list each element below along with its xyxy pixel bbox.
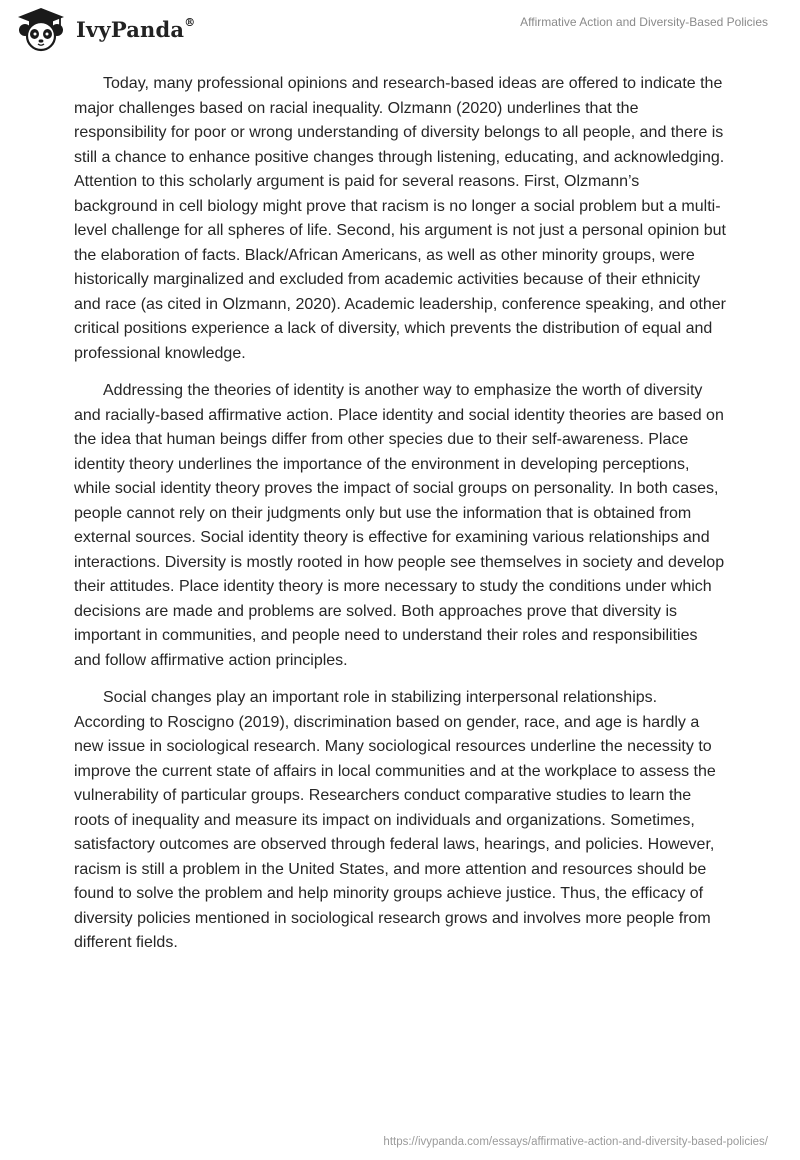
panda-graduate-icon [12, 6, 70, 52]
brand-logo[interactable] [12, 6, 195, 52]
source-url[interactable]: https://ivypanda.com/essays/affirmative-action-and-diversity-based-policies/ [383, 1136, 768, 1148]
paragraph-1: Today, many professional opinions and research-based ideas are offered to indicate the major challenges based on racial inequality. Olzmann (2020) underlines that the responsibility for poor or wrong understanding of diversity belongs to all people, and there is still a chance to enhance positive changes through listening, educating, and acknowledging. Attention to this scholarly argument is paid for several reasons. First, Olzmann’s background in cell biology might prove that racism is no longer a social problem but a multi-level challenge for all spheres of life. Second, his argument is not just a personal opinion but the elaboration of facts. Black/African Americans, as well as other minority groups, were historically marginalized and excluded from academic activities because of their ethnicity and race (as cited in Olzmann, 2020). Academic leadership, conference speaking, and other critical positions experience a lack of diversity, which prevents the distribution of equal and professional knowledge. [74, 75, 726, 362]
registered-mark: ® [184, 15, 196, 29]
essay-body [74, 72, 726, 969]
document-title: Affirmative Action and Diversity-Based Policies [520, 15, 768, 29]
paragraph-3: Social changes play an important role in stabilizing interpersonal relationships. According to Roscigno (2019), discrimination based on gender, race, and age is hardly a new issue in sociological research. Many sociological resources underline the necessity to improve the current state of affairs in local communities and at the workplace to assess the vulnerability of particular groups. Researchers conduct comparative studies to learn the roots of inequality and measure its impact on individuals and organizations. Sometimes, satisfactory outcomes are observed through federal laws, hearings, and policies. However, racism is still a problem in the United States, and more attention and resources should be found to solve the problem and help minority groups achieve justice. Thus, the efficacy of diversity policies mentioned in sociological research grows and involves more people from different fields. [74, 689, 716, 951]
page-header [0, 0, 800, 70]
paragraph-2: Addressing the theories of identity is another way to emphasize the worth of diversity and racially-based affirmative action. Place identity and social identity theories are based on the idea that human beings differ from other species due to their self-awareness. Place identity theory underlines the importance of the environment in developing perceptions, while social identity theory proves the impact of social groups on personality. In both cases, people cannot rely on their judgments only but use the information that is obtained from external sources. Social identity theory is effective for examining various relationships and interactions. Diversity is mostly rooted in how people see themselves in society and develop their attitudes. Place identity theory is more necessary to study the conditions under which decisions are made and problems are solved. Both approaches prove that diversity is important in communities, and people need to understand their roles and responsibilities and follow affirmative action principles. [74, 382, 725, 669]
brand-name: IvyPanda® [76, 15, 196, 42]
